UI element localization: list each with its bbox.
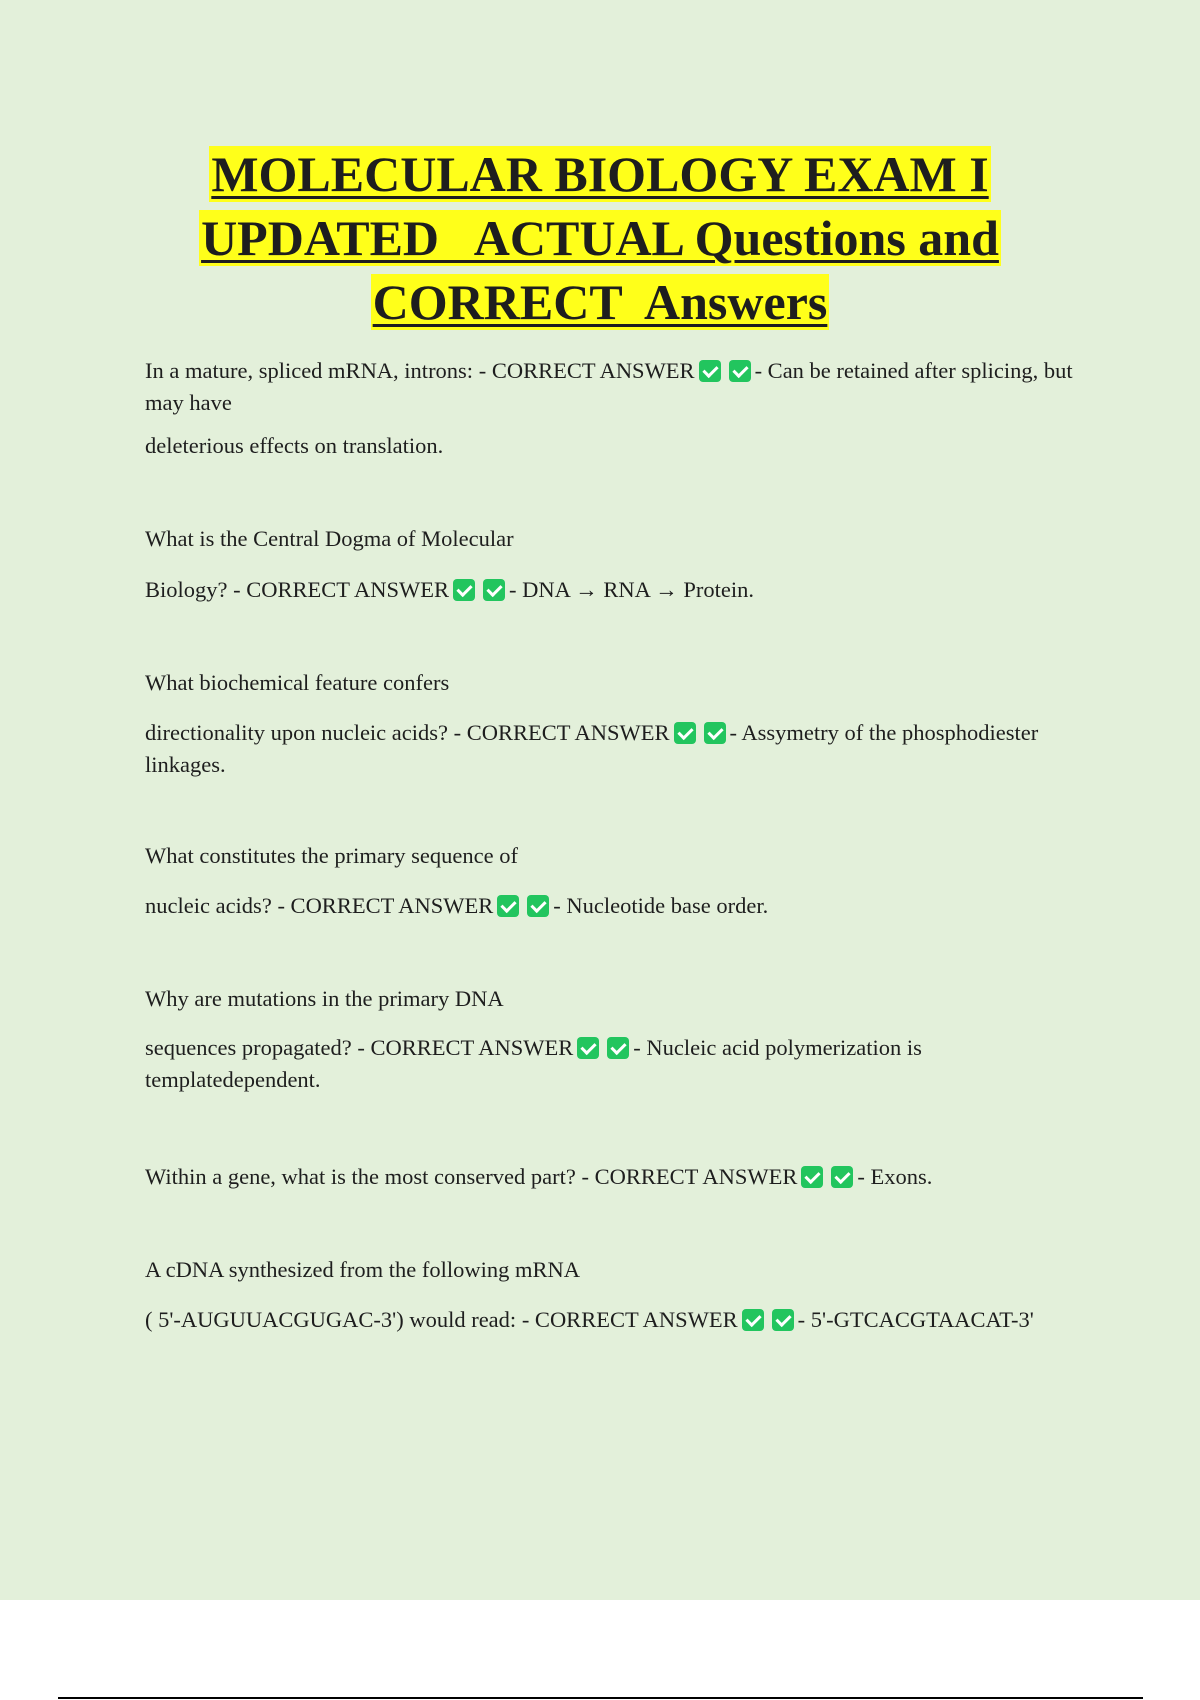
- check-box-icon: [742, 1309, 764, 1331]
- question-text: nucleic acids?: [145, 893, 272, 918]
- answer-marker: - CORRECT ANSWER: [233, 577, 449, 602]
- check-box-icon: [831, 1166, 853, 1188]
- answer-text: - Nucleotide base order.: [553, 893, 769, 918]
- check-box-icon: [527, 895, 549, 917]
- check-box-icon: [674, 722, 696, 744]
- question-lead: What constitutes the primary sequence of: [145, 843, 518, 868]
- check-box-icon: [801, 1166, 823, 1188]
- answer-marker: - CORRECT ANSWER: [478, 358, 695, 383]
- qa-item-7: [145, 1304, 1095, 1336]
- question-text: directionality upon nucleic acids?: [145, 720, 449, 745]
- question-lead: A cDNA synthesized from the following mRNA: [145, 1257, 580, 1282]
- check-box-icon: [497, 895, 519, 917]
- title-line-3: CORRECT Answers: [372, 274, 828, 330]
- answer-text: - Assymetry of the phosphodiester linkages.: [145, 720, 1039, 777]
- qa-item-5: [145, 1032, 1095, 1096]
- title-line-1: MOLECULAR BIOLOGY EXAM I: [211, 146, 989, 202]
- check-box-icon: [453, 579, 475, 601]
- footer-divider: [58, 1697, 1143, 1699]
- question-text: In a mature, spliced mRNA, introns:: [145, 358, 474, 383]
- qa-item-4: [145, 890, 1095, 922]
- answer-marker: - CORRECT ANSWER: [581, 1164, 798, 1189]
- check-box-icon: [607, 1037, 629, 1059]
- check-box-icon: [577, 1037, 599, 1059]
- check-box-icon: [483, 579, 505, 601]
- question-lead: What is the Central Dogma of Molecular: [145, 526, 514, 551]
- answer-text: - DNA → RNA → Protein.: [508, 577, 754, 602]
- answer-text: - 5'-GTCACGTAACAT-3': [797, 1307, 1034, 1332]
- answer-marker: - CORRECT ANSWER: [521, 1307, 738, 1332]
- answer-text: - Nucleic acid polymerization is templatedependent.: [145, 1035, 922, 1092]
- check-box-icon: [699, 360, 721, 382]
- answer-marker: - CORRECT ANSWER: [277, 893, 494, 918]
- answer-text: - Can be retained after splicing, but may have: [145, 358, 1073, 415]
- question-lead: What biochemical feature confers: [145, 670, 450, 695]
- check-box-icon: [772, 1309, 794, 1331]
- qa-item-3: [145, 717, 1095, 781]
- question-text: Within a gene, what is the most conserved part?: [145, 1164, 576, 1189]
- answer-marker: - CORRECT ANSWER: [357, 1035, 574, 1060]
- title-line-2: UPDATED ACTUAL Questions and: [201, 210, 999, 266]
- answer-text: - Exons.: [857, 1164, 933, 1189]
- question-text: Biology?: [145, 577, 228, 602]
- question-lead: Why are mutations in the primary DNA: [145, 986, 504, 1011]
- answer-marker: - CORRECT ANSWER: [453, 720, 670, 745]
- answer-continuation: deleterious effects on translation.: [145, 433, 444, 458]
- check-box-icon: [704, 722, 726, 744]
- qa-item-6: [145, 1161, 1095, 1193]
- question-text: sequences propagated?: [145, 1035, 352, 1060]
- qa-item-1: [145, 355, 1095, 419]
- document-title: [0, 142, 1200, 334]
- question-text: ( 5'-AUGUUACGUGAC-3') would read:: [145, 1307, 517, 1332]
- qa-item-2: [145, 574, 1095, 606]
- check-box-icon: [729, 360, 751, 382]
